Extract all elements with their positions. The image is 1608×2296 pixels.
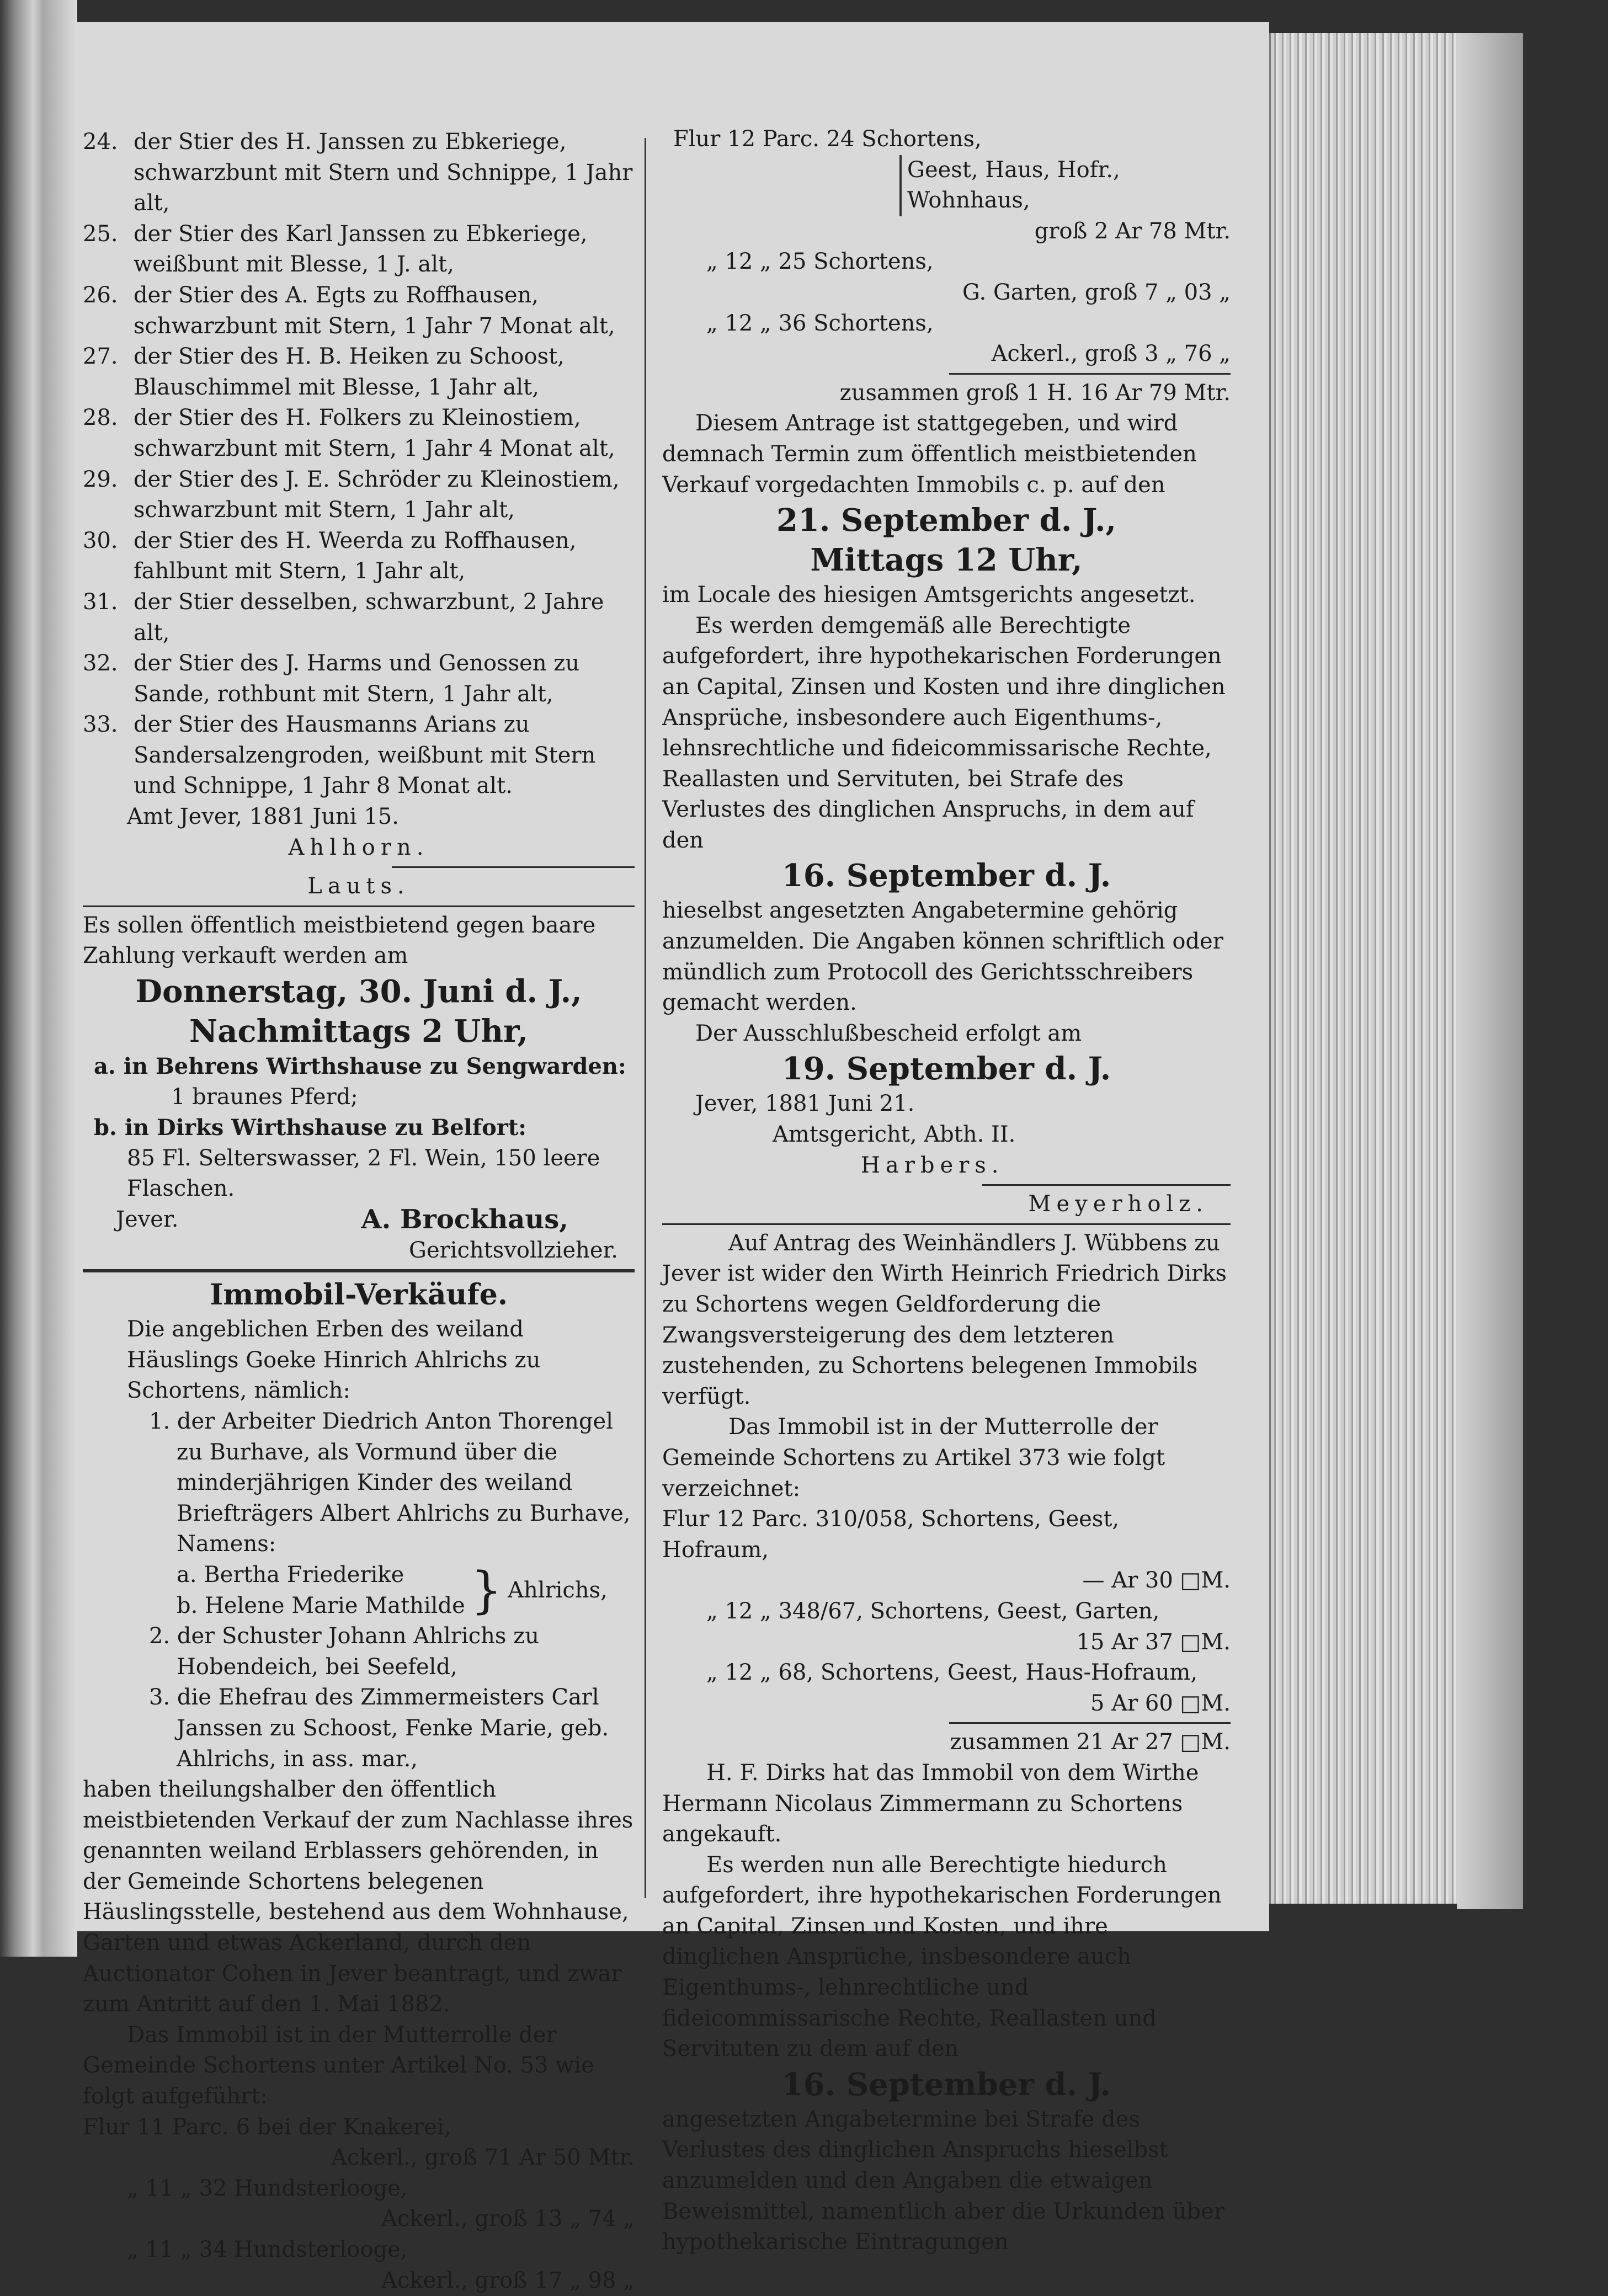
- rule: [982, 1184, 1231, 1186]
- sale-location-b: b. in Dirks Wirthshause zu Belfort:: [94, 1115, 527, 1141]
- r-signature-meyerholz: Meyerholz.: [1028, 1191, 1208, 1217]
- item-text: der Stier desselben, schwarzbunt, 2 Jahre alt,: [134, 589, 604, 646]
- book-gutter: [44, 0, 77, 1957]
- bull-list-item: [83, 280, 635, 342]
- item-number: 24.: [83, 129, 118, 155]
- section-heading: Immobil-Verkäufe.: [210, 1278, 508, 1312]
- heir-1: 1. der Arbeiter Diedrich Anton Thorengel zu Burhave, als Vormund über die minderjährigen Kinder des weiland Briefträgers Albert Ahlrichs zu Burhave, Namens:: [149, 1408, 631, 1557]
- bull-list-item: [83, 403, 635, 464]
- item-number: 28.: [83, 405, 118, 431]
- heirs-intro: Die angeblichen Erben des weiland Häuslings Goeke Hinrich Ahlrichs zu Schortens, nämlich:: [127, 1317, 541, 1404]
- bull-list-item: [83, 465, 635, 526]
- sale-intro: Es sollen öffentlich meistbietend gegen baare Zahlung verkauft werden am: [83, 912, 596, 969]
- heir-1-children: [83, 1560, 635, 1621]
- r-total-1: zusammen groß 1 H. 16 Ar 79 Mtr.: [839, 380, 1231, 406]
- item-text: der Stier des J. Harms und Genossen zu Sande, rothbunt mit Stern, 1 Jahr alt,: [134, 651, 580, 707]
- sale-item-b: 85 Fl. Selterswasser, 2 Fl. Wein, 150 leere Flaschen.: [127, 1145, 600, 1202]
- r-f3a: „ 12 „ 68, Schortens, Geest, Haus-Hofraum,: [706, 1660, 1198, 1686]
- rule: [83, 905, 635, 907]
- r-para-5: Der Ausschlußbescheid erfolgt am: [695, 1020, 1082, 1046]
- r-date-2: 16. September d. J.: [781, 857, 1111, 894]
- r-para-8: H. F. Dirks hat das Immobil von dem Wirthe Hermann Nicolaus Zimmermann zu Schortens angekauft.: [662, 1760, 1199, 1847]
- r-flur-1: Flur 12 Parc. 24 Schortens,: [673, 126, 982, 152]
- r-f1b: — Ar 30 □M.: [1082, 1568, 1231, 1594]
- body-text: haben theilungshalber den öffentlich meistbietenden Verkauf der zum Nachlasse ihres genannten weiland Erblassers gehörenden, in der Gemeinde Schortens belegenen Häuslingsstelle, bestehend aus dem Wohnhause, Garten und etwas Ackerland, durch den Auctionator Cohen in Jever beantragt, und zwar zum Antritt auf den 1. Mai 1882.: [83, 1777, 633, 2017]
- r-f2b: 15 Ar 37 □M.: [1076, 1629, 1231, 1655]
- heir-1-surname: Ahlrichs,: [508, 1577, 608, 1603]
- r-para-6: Auf Antrag des Weinhändlers J. Wübbens zu Jever ist wider den Wirth Heinrich Friedrich Dirks zu Schortens wegen Geldforderung die Zwangsversteigerung des dem letzteren zustehenden, zu Schortens belegenen Immobils verfügt.: [662, 1230, 1227, 1409]
- r-flur-2a: „ 12 „ 25 Schortens,: [706, 249, 934, 275]
- sale-signature-title: Gerichtsvollzieher.: [409, 1237, 618, 1263]
- item-text: der Stier des H. Weerda zu Roffhausen, fahlbunt mit Stern, 1 Jahr alt,: [134, 528, 577, 584]
- sale-signature-row: [83, 1205, 635, 1235]
- r-time-1: Mittags 12 Uhr,: [810, 542, 1083, 579]
- flur-2b: Ackerl., groß 13 „ 74 „: [381, 2206, 635, 2232]
- r-para-2: im Locale des hiesigen Amtsgerichts angesetzt.: [662, 582, 1196, 608]
- item-text: der Stier des Karl Janssen zu Ebkeriege, weißbunt mit Blesse, 1 J. alt,: [134, 221, 588, 278]
- item-number: 33.: [83, 712, 118, 738]
- sale-item-a: 1 braunes Pferd;: [171, 1084, 358, 1110]
- bull-list-item: [83, 648, 635, 710]
- rule: [949, 373, 1231, 375]
- flur-2a: „ 11 „ 32 Hundsterlooge,: [127, 2175, 408, 2201]
- bull-list-item: [83, 710, 635, 802]
- amt-line: Amt Jever, 1881 Juni 15.: [127, 804, 399, 830]
- bull-list-item: [83, 342, 635, 403]
- item-text: der Stier des H. Janssen zu Ebkeriege, schwarzbunt mit Stern und Schnippe, 1 Jahr alt,: [134, 129, 633, 216]
- r-para-1: Diesem Antrage ist stattgegeben, und wird demnach Termin zum öffentlich meistbietenden Verkauf vorgedachten Immobils c. p. auf den: [662, 411, 1197, 498]
- bull-list-item: [83, 219, 635, 280]
- item-number: 29.: [83, 466, 118, 492]
- brace: }: [470, 1561, 503, 1620]
- heir-1b: b. Helene Marie Mathilde: [177, 1592, 465, 1618]
- item-text: der Stier des H. B. Heiken zu Schoost, Blauschimmel mit Blesse, 1 Jahr alt,: [134, 344, 565, 400]
- body-text-2: Das Immobil ist in der Mutterrolle der Gemeinde Schortens unter Artikel No. 53 wie folgt aufgeführt:: [83, 2022, 594, 2109]
- r-f3b: 5 Ar 60 □M.: [1090, 1690, 1231, 1716]
- book-cover-edge: [1457, 33, 1523, 1909]
- item-text: der Stier des H. Folkers zu Kleinostiem, schwarzbunt mit Stern, 1 Jahr 4 Monat alt,: [134, 405, 615, 461]
- item-text: der Stier des A. Egts zu Roffhausen, schwarzbunt mit Stern, 1 Jahr 7 Monat alt,: [134, 282, 615, 339]
- item-number: 26.: [83, 282, 118, 308]
- right-column: [662, 124, 1231, 2258]
- r-flur-2b: G. Garten, groß 7 „ 03 „: [962, 279, 1231, 305]
- r-court: Amtsgericht, Abth. II.: [773, 1122, 1016, 1148]
- r-para-10: angesetzten Angabetermine bei Strafe des Verlustes des dinglichen Anspruchs hieselbst anzumelden und den Angaben die etwaigen Beweismittel, namentlich aber die Urkunden über hypothekarische Eintragungen: [662, 2106, 1224, 2255]
- r-date-1: 21. September d. J.,: [776, 502, 1116, 539]
- facing-page-edge: [0, 0, 44, 1957]
- sale-place: Jever.: [116, 1207, 179, 1232]
- r-para-4: hieselbst angesetzten Angabetermine gehörig anzumelden. Die Angaben können schriftlich oder mündlich zum Protocoll des Gerichtsschreibers gemacht werden.: [662, 898, 1223, 1016]
- item-number: 32.: [83, 651, 118, 676]
- r-flur-1-desc: Geest, Haus, Hofr., Wohnhaus,: [899, 155, 1231, 216]
- item-number: 31.: [83, 589, 118, 615]
- flur-3b: Ackerl., groß 17 „ 98 „: [381, 2267, 635, 2293]
- r-flur-3a: „ 12 „ 36 Schortens,: [706, 310, 934, 336]
- left-column: [83, 127, 635, 2296]
- item-text: der Stier des J. E. Schröder zu Kleinostiem, schwarzbunt mit Stern, 1 Jahr alt,: [134, 466, 620, 523]
- r-flur-3b: Ackerl., groß 3 „ 76 „: [991, 341, 1231, 367]
- rule: [83, 1269, 635, 1272]
- page-stack-edge: [1269, 33, 1458, 1904]
- r-signature-harbers: Harbers.: [861, 1152, 1004, 1178]
- r-f1a: Flur 12 Parc. 310/058, Schortens, Geest, Hofraum,: [662, 1506, 1120, 1563]
- sale-time: Nachmittags 2 Uhr,: [189, 1013, 528, 1050]
- bull-list-item: [83, 127, 635, 219]
- r-date-4: 16. September d. J.: [781, 2066, 1111, 2103]
- sale-date: Donnerstag, 30. Juni d. J.,: [135, 973, 582, 1010]
- heir-3: 3. die Ehefrau des Zimmermeisters Carl Janssen zu Schoost, Fenke Marie, geb. Ahlrichs, in ass. mar.,: [149, 1685, 609, 1772]
- bull-list-item: [83, 587, 635, 648]
- r-f2a: „ 12 „ 348/67, Schortens, Geest, Garten,: [706, 1598, 1160, 1624]
- item-number: 27.: [83, 344, 118, 370]
- bull-list-item: [83, 526, 635, 587]
- r-total-2: zusammen 21 Ar 27 □M.: [950, 1729, 1231, 1755]
- r-para-7: Das Immobil ist in der Mutterrolle der Gemeinde Schortens zu Artikel 373 wie folgt verzeichnet:: [662, 1414, 1165, 1501]
- r-para-9: Es werden nun alle Berechtigte hiedurch aufgefordert, ihre hypothekarischen Forderungen an Capital, Zinsen und Kosten, und ihre dinglichen Ansprüche, insbesondere auch Eigenthums-, lehnrechtliche und fideicommissarische Rechte, Reallasten und Servituten zu dem auf den: [662, 1852, 1222, 2062]
- flur-1b: Ackerl., groß 71 Ar 50 Mtr.: [331, 2145, 635, 2171]
- rule: [949, 1722, 1231, 1724]
- item-text: der Stier des Hausmanns Arians zu Sandersalzengroden, weißbunt mit Stern und Schnippe, 1 Jahr 8 Monat alt.: [134, 712, 596, 799]
- bull-list: [83, 127, 635, 802]
- rule: [392, 866, 635, 868]
- column-divider: [645, 138, 646, 1898]
- r-place: Jever, 1881 Juni 21.: [695, 1091, 915, 1117]
- r-para-3: Es werden demgemäß alle Berechtigte aufgefordert, ihre hypothekarischen Forderungen an Capital, Zinsen und Kosten und ihre dinglichen Ansprüche, insbesondere auch Eigenthums-, lehnsrechtliche und fideicommissarische Rechte, Reallasten und Servituten, bei Strafe des Verlustes des dinglichen Anspruchs, in dem auf den: [662, 612, 1226, 853]
- signature-ahlhorn: Ahlhorn.: [288, 834, 429, 860]
- heir-1a: a. Bertha Friederike: [177, 1562, 404, 1588]
- heir-2: 2. der Schuster Johann Ahlrichs zu Hobendeich, bei Seefeld,: [149, 1623, 539, 1680]
- item-number: 30.: [83, 528, 118, 553]
- sale-signature: A. Brockhaus,: [361, 1204, 568, 1235]
- item-number: 25.: [83, 221, 118, 247]
- r-date-3: 19. September d. J.: [781, 1051, 1111, 1088]
- rule: [662, 1223, 1231, 1225]
- flur-3a: „ 11 „ 34 Hundsterlooge,: [127, 2237, 408, 2262]
- signature-lauts: Lauts.: [307, 873, 410, 899]
- r-flur-1-size: groß 2 Ar 78 Mtr.: [1034, 218, 1231, 244]
- sale-location-a: a. in Behrens Wirthshause zu Sengwarden:: [94, 1053, 626, 1080]
- flur-1a: Flur 11 Parc. 6 bei der Knakerei,: [83, 2114, 451, 2140]
